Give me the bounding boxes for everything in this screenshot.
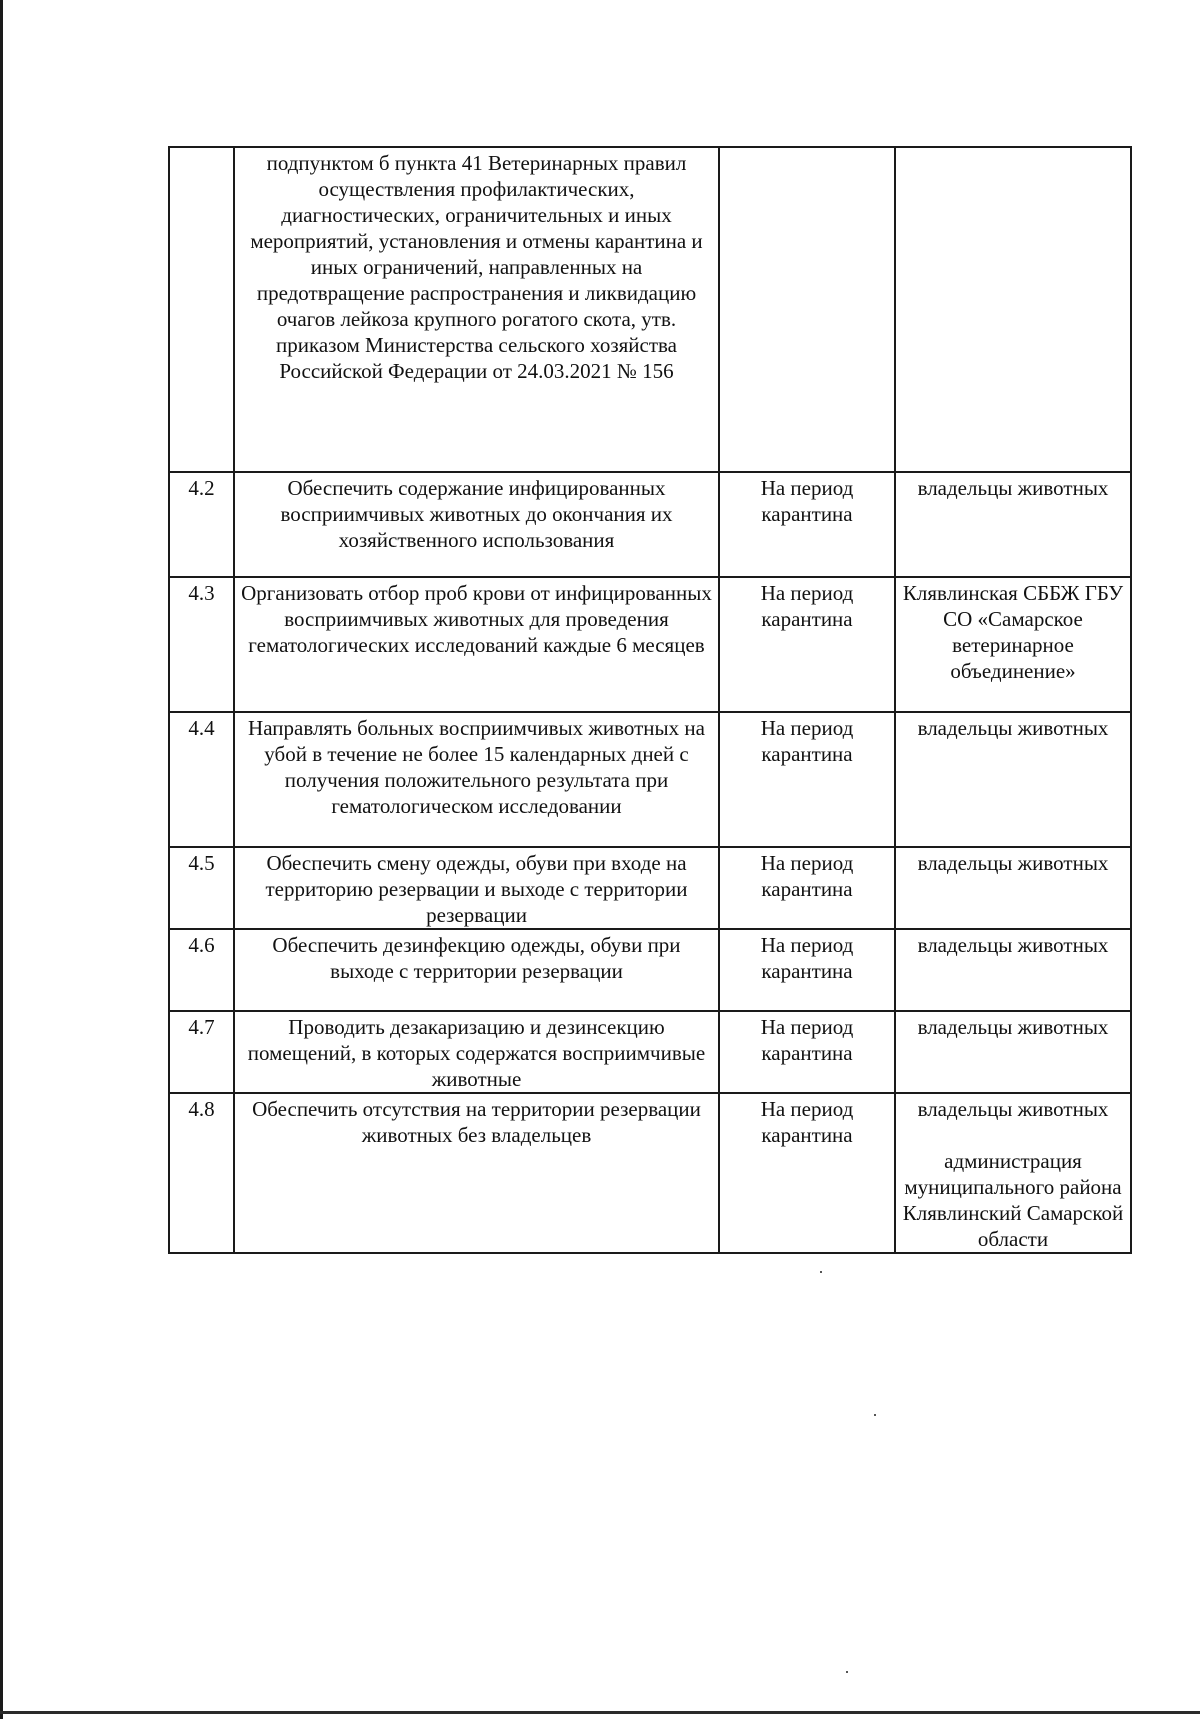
row-number: 4.2 [169,472,234,577]
action-text: Проводить дезакаризацию и дезинсекцию помещений, в которых содержатся восприимчивые животные [234,1011,719,1093]
responsible-text: владельцы животных [895,1011,1131,1093]
row-number: 4.5 [169,847,234,929]
period-text: На период карантина [719,929,895,1011]
scan-left-edge [0,0,3,1719]
action-text: подпунктом б пункта 41 Ветеринарных правил осуществления профилактических, диагностических, ограничительных и иных мероприятий, установления и отмены карантина и иных ограничений, направленных на предотвращение распространения и ликвидацию очагов лейкоза крупного рогатого скота, утв. приказом Министерства сельского хозяйства Российской Федерации от 24.03.2021 № 156 [234,147,719,472]
action-text: Обеспечить дезинфекцию одежды, обуви при выходе с территории резервации [234,929,719,1011]
responsible-text: владельцы животных [895,847,1131,929]
table-row [169,147,1131,472]
responsible-text: Клявлинская СББЖ ГБУ СО «Самарское ветеринарное объединение» [895,577,1131,712]
scan-speck [820,1271,822,1273]
row-number: 4.8 [169,1093,234,1253]
period-text [719,147,895,472]
spacer [902,1122,1124,1148]
action-text: Направлять больных восприимчивых животных на убой в течение не более 15 календарных дней с получения положительного результата при гематологическом исследовании [234,712,719,847]
table-row [169,847,1131,929]
responsible-text: владельцы животных [895,929,1131,1011]
scan-bottom-edge [0,1711,1200,1714]
responsible-text: владельцы животных [895,712,1131,847]
responsible-text: владельцы животных [895,472,1131,577]
responsible-text [895,147,1131,472]
row-number [169,147,234,472]
scan-speck [874,1414,876,1416]
measures-table [168,146,1132,1254]
period-text: На период карантина [719,577,895,712]
action-text: Обеспечить содержание инфицированных восприимчивых животных до окончания их хозяйственного использования [234,472,719,577]
row-number: 4.7 [169,1011,234,1093]
action-text: Обеспечить смену одежды, обуви при входе на территорию резервации и выходе с территории резервации [234,847,719,929]
period-text: На период карантина [719,712,895,847]
period-text: На период карантина [719,1011,895,1093]
responsible-extra-text: администрация муниципального района Клявлинский Самарской области [902,1149,1124,1251]
row-number: 4.6 [169,929,234,1011]
table-row [169,1093,1131,1253]
period-text: На период карантина [719,847,895,929]
table-row [169,929,1131,1011]
table-row [169,1011,1131,1093]
responsible-cell [895,1093,1131,1253]
row-number: 4.3 [169,577,234,712]
row-number: 4.4 [169,712,234,847]
action-text: Обеспечить отсутствия на территории резервации животных без владельцев [234,1093,719,1253]
period-text: На период карантина [719,472,895,577]
table-row [169,712,1131,847]
responsible-text: владельцы животных [917,1097,1109,1121]
action-text: Организовать отбор проб крови от инфицированных восприимчивых животных для проведения гематологических исследований каждые 6 месяцев [234,577,719,712]
scan-speck [846,1671,848,1673]
period-text: На период карантина [719,1093,895,1253]
table-row [169,577,1131,712]
table-row [169,472,1131,577]
